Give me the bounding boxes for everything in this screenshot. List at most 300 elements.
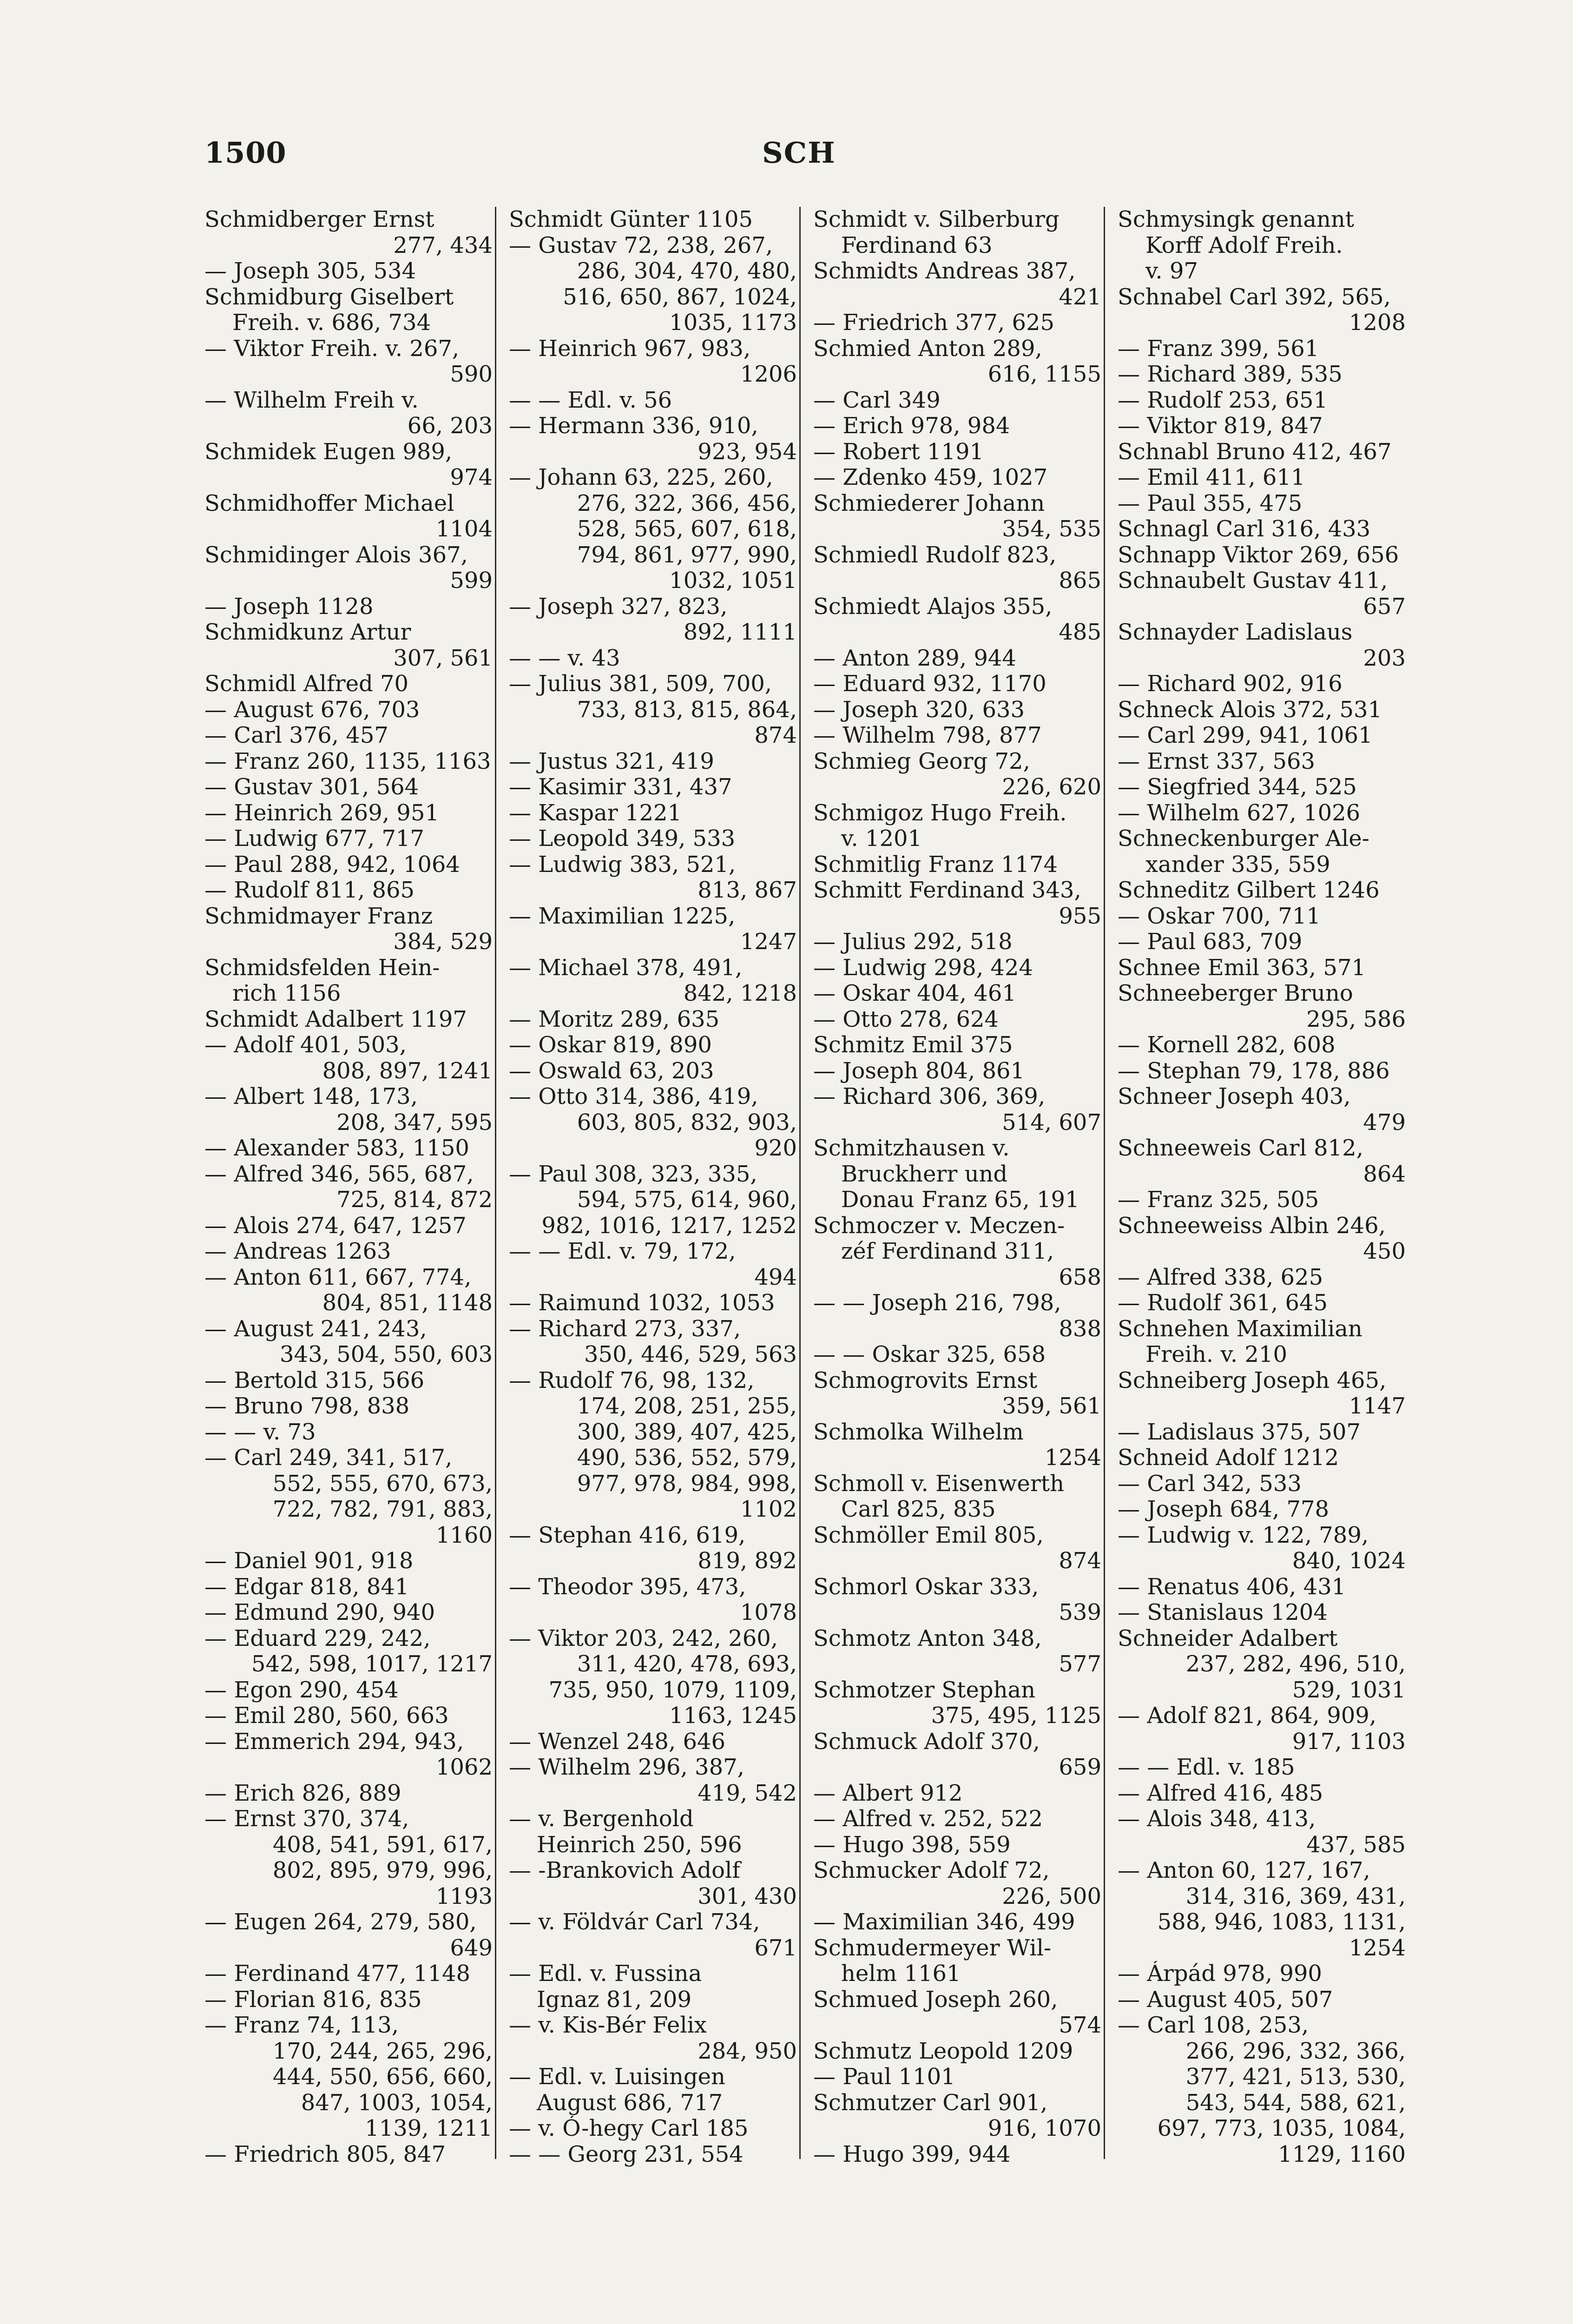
index-columns [204,207,1413,2261]
index-entry-line: — Justus 321, 419 [509,748,714,774]
index-entry-line: — Ludwig v. 122, 789, [1118,1522,1369,1548]
index-entry-line: — Friedrich 805, 847 [204,2141,446,2167]
index-entry-line: Schmogrovits Ernst [813,1367,1038,1393]
index-entry-line: 658 [1059,1264,1101,1290]
index-entry-line: Schmidhoffer Michael [204,490,454,516]
index-entry-line: 543, 544, 588, 621, [1185,2090,1406,2116]
index-entry-line: 982, 1016, 1217, 1252 [541,1213,797,1239]
index-entry-line: rich 1156 [232,981,341,1006]
index-entry-line: — Carl 299, 941, 1061 [1118,723,1373,748]
index-entry-line: 1102 [740,1497,797,1522]
index-entry-line: 1035, 1173 [669,310,797,336]
index-entry-line: 516, 650, 867, 1024, [563,284,797,310]
index-entry-line: 307, 561 [393,645,493,671]
index-entry-line: v. 97 [1145,258,1198,284]
index-entry-line: 1078 [740,1600,797,1625]
index-entry-line: 494 [754,1264,797,1290]
index-entry-line: — Emmerich 294, 943, [204,1729,464,1755]
index-entry-line: — Adolf 401, 503, [204,1032,407,1058]
index-column-3 [813,207,1101,2261]
index-entry-line: — Carl 108, 253, [1118,2013,1309,2038]
index-entry-line: 539 [1059,1600,1101,1625]
index-entry-line: 343, 504, 550, 603 [279,1342,493,1367]
index-entry-line: 301, 430 [698,1883,797,1909]
index-entry-line: 671 [754,1935,797,1961]
index-entry-line: Schmotz Anton 348, [813,1625,1042,1651]
index-entry-line: 1062 [435,1755,493,1780]
index-entry-line: 847, 1003, 1054, [301,2090,493,2116]
index-entry-line: — Albert 148, 173, [204,1084,418,1109]
index-entry-line: Schmiedl Rudolf 823, [813,542,1057,568]
index-entry-line: 802, 895, 979, 996, [272,1858,493,1883]
index-entry-line: — Paul 355, 475 [1118,490,1303,516]
index-entry-line: 377, 421, 513, 530, [1185,2064,1406,2090]
index-entry-line: 350, 446, 529, 563 [584,1342,797,1367]
index-entry-line: Freih. v. 686, 734 [232,310,431,336]
index-entry-line: — Alexander 583, 1150 [204,1136,469,1161]
page-number: 1500 [204,136,287,170]
index-entry-line: 794, 861, 977, 990, [577,542,797,568]
index-entry-line: August 686, 717 [537,2090,723,2116]
index-entry-line: Schnee Emil 363, 571 [1118,955,1366,981]
index-entry-line: 514, 607 [1002,1109,1101,1136]
index-entry-line: Schmorl Oskar 333, [813,1574,1039,1600]
index-entry-line: 174, 208, 251, 255, [577,1393,797,1419]
index-entry-line: — Rudolf 76, 98, 132, [509,1367,755,1393]
index-entry-line: — Alfred 416, 485 [1118,1780,1323,1806]
index-entry-line: 203 [1363,645,1406,671]
index-entry-line: — Eduard 932, 1170 [813,671,1046,697]
index-entry-line: Korff Adolf Freih. [1145,232,1343,258]
index-entry-line: Donau Franz 65, 191 [841,1187,1079,1213]
index-entry-line: — Heinrich 967, 983, [509,336,751,362]
index-entry-line: — Raimund 1032, 1053 [509,1290,775,1316]
index-entry-line: — Wilhelm 798, 877 [813,723,1042,748]
index-entry-line: 920 [754,1136,797,1161]
index-entry-line: — Carl 342, 533 [1118,1471,1302,1497]
index-entry-line: 375, 495, 1125 [931,1703,1101,1729]
index-entry-line: — Stephan 79, 178, 886 [1118,1058,1390,1084]
index-entry-line: 657 [1363,594,1406,620]
index-entry-line: Schmidt Adalbert 1197 [204,1006,467,1032]
index-entry-line: — Ludwig 383, 521, [509,852,736,878]
index-entry-line: Schneditz Gilbert 1246 [1118,878,1380,903]
index-entry-line: 864 [1363,1161,1406,1187]
index-entry-line: 295, 586 [1306,1006,1406,1032]
index-entry-line: — Hermann 336, 910, [509,413,758,439]
index-entry-line: Schmöller Emil 805, [813,1522,1044,1548]
index-entry-line: 697, 773, 1035, 1084, [1157,2116,1406,2141]
index-entry-line: — Richard 273, 337, [509,1316,741,1342]
index-entry-line: — Gustav 72, 238, 267, [509,232,773,258]
index-entry-line: — Edl. v. Luisingen [509,2064,725,2090]
index-entry-line: — Ernst 370, 374, [204,1806,409,1832]
index-entry-line: Schmidts Andreas 387, [813,258,1076,284]
index-entry-line: — — Edl. v. 56 [509,387,672,413]
index-entry-line: — — Georg 231, 554 [509,2141,744,2167]
index-entry-line: Schmitzhausen v. [813,1136,1010,1161]
index-entry-line: — August 405, 507 [1118,1987,1333,2013]
index-entry-line: — Leopold 349, 533 [509,826,736,852]
index-entry-line: — Erich 826, 889 [204,1780,401,1806]
index-column-2 [509,207,797,2261]
index-entry-line: Schmitt Ferdinand 343, [813,878,1081,903]
index-entry-line: 808, 897, 1241 [322,1058,493,1084]
index-entry-line: 574 [1059,2013,1101,2038]
index-entry-line: 286, 304, 470, 480, [577,258,797,284]
index-entry-line: Schmoczer v. Meczen- [813,1213,1065,1239]
index-entry-line: — Joseph 1128 [204,594,374,620]
index-entry-line: — Florian 816, 835 [204,1987,422,2013]
index-entry-line: Schnehen Maximilian [1118,1316,1362,1342]
index-entry-line: 384, 529 [393,929,493,955]
index-entry-line: — Anton 60, 127, 167, [1118,1858,1370,1883]
index-entry-line: 490, 536, 552, 579, [577,1445,797,1471]
index-entry-line: — Oskar 404, 461 [813,981,1016,1006]
index-entry-line: 594, 575, 614, 960, [577,1187,797,1213]
index-entry-line: — Edl. v. Fussina [509,1961,702,1987]
index-entry-line: 444, 550, 656, 660, [272,2064,493,2090]
index-entry-line: Freih. v. 210 [1145,1342,1287,1367]
index-entry-line: Schnayder Ladislaus [1118,620,1353,645]
index-column-4 [1118,207,1406,2261]
index-entry-line: — Paul 308, 323, 335, [509,1161,757,1187]
index-entry-line: 842, 1218 [683,981,797,1006]
index-entry-line: — Joseph 684, 778 [1118,1497,1329,1522]
index-entry-line: 226, 500 [1002,1883,1101,1909]
index-entry-line: Schneiberg Joseph 465, [1118,1367,1387,1393]
index-entry-line: Schmidburg Giselbert [204,284,454,310]
index-entry-line: — Wilhelm 627, 1026 [1118,800,1361,826]
index-entry-line: 311, 420, 478, 693, [577,1651,797,1677]
index-entry-line: 1139, 1211 [365,2116,493,2141]
index-entry-line: — Franz 74, 113, [204,2013,399,2038]
index-entry-line: 804, 851, 1148 [322,1290,493,1316]
index-entry-line: 542, 598, 1017, 1217 [251,1651,493,1677]
index-entry-line: 1032, 1051 [669,568,797,594]
index-entry-line: — Johann 63, 225, 260, [509,465,773,490]
index-entry-line: — Wilhelm Freih v. [204,387,419,413]
index-entry-line: Schmutzer Carl 901, [813,2090,1048,2116]
index-entry-line: Schmidmayer Franz [204,903,433,929]
index-entry-line: 590 [450,362,493,387]
index-entry-line: Schmoll v. Eisenwerth [813,1471,1064,1497]
index-entry-line: — Maximilian 1225, [509,903,736,929]
index-entry-line: — Franz 325, 505 [1118,1187,1319,1213]
index-entry-line: 170, 244, 265, 296, [272,2038,493,2064]
index-entry-line: 354, 535 [1002,516,1101,542]
index-entry-line: Schmidt Günter 1105 [509,207,753,232]
index-entry-line: — Emil 280, 560, 663 [204,1703,449,1729]
index-entry-line: Schmolka Wilhelm [813,1419,1024,1445]
index-entry-line: — Eduard 229, 242, [204,1625,431,1651]
index-entry-line: — -Brankovich Adolf [509,1858,741,1883]
index-entry-line: — Ferdinand 477, 1148 [204,1961,471,1987]
index-entry-line: 659 [1059,1755,1101,1780]
index-entry-line: v. 1201 [841,826,922,852]
index-entry-line: 865 [1059,568,1101,594]
index-entry-line: 450 [1363,1239,1406,1264]
index-entry-line: — Franz 260, 1135, 1163 [204,748,491,774]
index-entry-line: — Joseph 305, 534 [204,258,416,284]
index-entry-line: — v. Ó-hegy Carl 185 [509,2116,749,2141]
index-entry-line: — — Edl. v. 79, 172, [509,1239,736,1264]
index-entry-line: Schmitz Emil 375 [813,1032,1013,1058]
index-entry-line: — Anton 611, 667, 774, [204,1264,472,1290]
index-entry-line: — Carl 376, 457 [204,723,388,748]
index-entry-line: Schmieg Georg 72, [813,748,1030,774]
index-entry-line: Schmuck Adolf 370, [813,1729,1040,1755]
index-entry-line: — Hugo 398, 559 [813,1832,1011,1858]
index-entry-line: Schmitlig Franz 1174 [813,852,1058,878]
index-entry-line: Bruckherr und [841,1161,1008,1187]
index-entry-line: 529, 1031 [1292,1677,1406,1703]
index-entry-line: Schnapp Viktor 269, 656 [1118,542,1399,568]
index-entry-line: 588, 946, 1083, 1131, [1157,1909,1406,1935]
index-entry-line: Schneeweis Carl 812, [1118,1136,1363,1161]
index-entry-line: 722, 782, 791, 883, [272,1497,493,1522]
index-entry-line: Heinrich 250, 596 [537,1832,742,1858]
index-entry-line: Schmidt v. Silberburg [813,207,1060,232]
index-entry-line: — Andreas 1263 [204,1239,391,1264]
index-entry-line: — Alfred 338, 625 [1118,1264,1323,1290]
index-entry-line: — Gustav 301, 564 [204,774,419,800]
index-entry-line: Schmied Anton 289, [813,336,1042,362]
index-entry-line: 819, 892 [698,1548,797,1574]
index-entry-line: — Edgar 818, 841 [204,1574,409,1600]
index-entry-line: 419, 542 [698,1780,797,1806]
index-entry-line: Schmued Joseph 260, [813,1987,1058,2013]
index-entry-line: — Paul 288, 942, 1064 [204,852,460,878]
index-entry-line: — Joseph 804, 861 [813,1058,1025,1084]
index-entry-line: 1206 [740,362,797,387]
index-entry-line: — v. Bergenhold [509,1806,694,1832]
index-entry-line: — Richard 902, 916 [1118,671,1343,697]
index-entry-line: Schmudermeyer Wil- [813,1935,1052,1961]
index-entry-line: 485 [1059,620,1101,645]
index-entry-line: — Ernst 337, 563 [1118,748,1316,774]
index-entry-line: Schmidkunz Artur [204,620,411,645]
index-entry-line: — Rudolf 253, 651 [1118,387,1328,413]
index-entry-line: Schmidek Eugen 989, [204,439,453,465]
index-entry-line: Ignaz 81, 209 [537,1987,691,2013]
index-entry-line: — Anton 289, 944 [813,645,1016,671]
index-entry-line: — Joseph 320, 633 [813,697,1025,723]
index-entry-line: Schmidsfelden Hein- [204,955,440,981]
index-entry-line: — — v. 43 [509,645,620,671]
index-entry-line: — Julius 292, 518 [813,929,1013,955]
index-entry-line: 300, 389, 407, 425, [577,1419,797,1445]
index-entry-line: — Rudolf 361, 645 [1118,1290,1328,1316]
index-entry-line: — Renatus 406, 431 [1118,1574,1346,1600]
index-entry-line: Schmiederer Johann [813,490,1045,516]
index-entry-line: 1208 [1349,310,1406,336]
index-entry-line: 1254 [1044,1445,1101,1471]
index-entry-line: — Wenzel 248, 646 [509,1729,726,1755]
index-entry-line: Schneeweiss Albin 246, [1118,1213,1386,1239]
index-entry-line: 840, 1024 [1292,1548,1406,1574]
index-entry-line: 208, 347, 595 [336,1109,493,1136]
index-entry-line: — Oswald 63, 203 [509,1058,714,1084]
index-entry-line: — Viktor 819, 847 [1118,413,1323,439]
index-entry-line: — v. Kis-Bér Felix [509,2013,707,2038]
index-entry-line: 603, 805, 832, 903, [577,1109,797,1136]
index-entry-line: 1104 [435,516,493,542]
index-entry-line: 408, 541, 591, 617, [272,1832,493,1858]
index-entry-line: — Egon 290, 454 [204,1677,399,1703]
index-entry-line: Schmotzer Stephan [813,1677,1036,1703]
index-entry-line: — Bruno 798, 838 [204,1393,410,1419]
index-entry-line: — Friedrich 377, 625 [813,310,1055,336]
index-entry-line: 735, 950, 1079, 1109, [548,1677,797,1703]
index-entry-line: 1193 [435,1883,493,1909]
index-entry-line: — Viktor 203, 242, 260, [509,1625,778,1651]
index-entry-line: — Adolf 821, 864, 909, [1118,1703,1377,1729]
index-entry-line: 977, 978, 984, 998, [577,1471,797,1497]
index-entry-line: — Oskar 819, 890 [509,1032,712,1058]
index-entry-line: — — Joseph 216, 798, [813,1290,1061,1316]
index-entry-line: 266, 296, 332, 366, [1185,2038,1406,2064]
index-entry-line: 1254 [1349,1935,1406,1961]
index-entry-line: Schmigoz Hugo Freih. [813,800,1067,826]
index-entry-line: — Emil 411, 611 [1118,465,1305,490]
index-entry-line: zéf Ferdinand 311, [841,1239,1054,1264]
index-entry-line: — — Edl. v. 185 [1118,1755,1295,1780]
index-entry-line: — Siegfried 344, 525 [1118,774,1357,800]
index-entry-line: — — Oskar 325, 658 [813,1342,1046,1367]
index-entry-line: Carl 825, 835 [841,1497,996,1522]
index-entry-line: 577 [1059,1651,1101,1677]
index-entry-line: helm 1161 [841,1961,961,1987]
index-entry-line: — — v. 73 [204,1419,316,1445]
index-entry-line: — Viktor Freih. v. 267, [204,336,460,362]
index-entry-line: 359, 561 [1002,1393,1101,1419]
index-entry-line: — Alfred v. 252, 522 [813,1806,1043,1832]
index-entry-line: — Ladislaus 375, 507 [1118,1419,1361,1445]
index-entry-line: Schmidl Alfred 70 [204,671,409,697]
index-entry-line: Schmysingk genannt [1118,207,1355,232]
index-entry-line: 1163, 1245 [669,1703,797,1729]
index-entry-line: 974 [450,465,493,490]
index-entry-line: 314, 316, 369, 431, [1185,1883,1406,1909]
index-entry-line: 725, 814, 872 [336,1187,493,1213]
index-entry-line: — Maximilian 346, 499 [813,1909,1075,1935]
index-entry-line: — Paul 683, 709 [1118,929,1303,955]
index-entry-line: — Julius 381, 509, 700, [509,671,772,697]
index-entry-line: — Alois 274, 647, 1257 [204,1213,467,1239]
index-entry-line: — Paul 1101 [813,2064,955,2090]
index-entry-line: — Zdenko 459, 1027 [813,465,1048,490]
index-entry-line: 874 [754,723,797,748]
index-entry-line: Schmidinger Alois 367, [204,542,468,568]
index-entry-line: 437, 585 [1306,1832,1406,1858]
index-entry-line: — Alois 348, 413, [1118,1806,1316,1832]
index-entry-line: Schnabl Bruno 412, 467 [1118,439,1392,465]
index-entry-line: 479 [1363,1109,1406,1136]
index-entry-line: 237, 282, 496, 510, [1185,1651,1406,1677]
index-entry-line: 1160 [435,1522,493,1548]
index-entry-line: — Otto 278, 624 [813,1006,999,1032]
index-entry-line: 1247 [740,929,797,955]
index-entry-line: Schnagl Carl 316, 433 [1118,516,1371,542]
index-entry-line: Schmidberger Ernst [204,207,434,232]
index-entry-line: Schneckenburger Ale- [1118,826,1369,852]
index-entry-line: Schmiedt Alajos 355, [813,594,1053,620]
index-entry-line: 552, 555, 670, 673, [272,1471,493,1497]
index-entry-line: 874 [1059,1548,1101,1574]
index-entry-line: — Erich 978, 984 [813,413,1010,439]
index-entry-line: — Ludwig 677, 717 [204,826,424,852]
index-entry-line: Schneck Alois 372, 531 [1118,697,1382,723]
index-entry-line: — Carl 249, 341, 517, [204,1445,453,1471]
index-entry-line: — Stanislaus 1204 [1118,1600,1328,1625]
index-entry-line: 226, 620 [1002,774,1101,800]
index-entry-line: — Robert 1191 [813,439,984,465]
index-entry-line: 599 [450,568,493,594]
index-entry-line: 276, 322, 366, 456, [577,490,797,516]
index-entry-line: 616, 1155 [987,362,1101,387]
index-entry-line: 1129, 1160 [1278,2141,1406,2167]
column-divider-3 [1104,207,1105,2159]
index-entry-line: — Ludwig 298, 424 [813,955,1033,981]
index-entry-line: 813, 867 [698,878,797,903]
index-column-1 [204,207,493,2261]
index-entry-line: — Árpád 978, 990 [1118,1961,1322,1987]
index-entry-line: — Daniel 901, 918 [204,1548,414,1574]
index-entry-line: 955 [1059,903,1101,929]
index-entry-line: 421 [1059,284,1101,310]
index-entry-line: — Heinrich 269, 951 [204,800,439,826]
index-entry-line: Schneer Joseph 403, [1118,1084,1351,1109]
index-entry-line: 649 [450,1935,493,1961]
index-entry-line: 916, 1070 [987,2116,1101,2141]
index-entry-line: Schmutz Leopold 1209 [813,2038,1073,2064]
index-entry-line: — Kasimir 331, 437 [509,774,732,800]
index-entry-line: Schneid Adolf 1212 [1118,1445,1339,1471]
index-entry-line: Schnaubelt Gustav 411, [1118,568,1388,594]
index-entry-line: — August 241, 243, [204,1316,427,1342]
index-entry-line: — Richard 389, 535 [1118,362,1343,387]
index-entry-line: 1147 [1349,1393,1406,1419]
index-entry-line: 528, 565, 607, 618, [577,516,797,542]
index-entry-line: 917, 1103 [1292,1729,1406,1755]
index-entry-line: Schmucker Adolf 72, [813,1858,1050,1883]
index-entry-line: Schneider Adalbert [1118,1625,1338,1651]
index-entry-line: — Bertold 315, 566 [204,1367,425,1393]
index-entry-line: — Moritz 289, 635 [509,1006,720,1032]
index-entry-line: — Hugo 399, 944 [813,2141,1011,2167]
index-entry-line: — v. Földvár Carl 734, [509,1909,760,1935]
index-entry-line: — Stephan 416, 619, [509,1522,746,1548]
column-divider-2 [799,207,801,2159]
index-entry-line: — Wilhelm 296, 387, [509,1755,744,1780]
index-entry-line: — Rudolf 811, 865 [204,878,415,903]
index-entry-line: — Kornell 282, 608 [1118,1032,1336,1058]
index-entry-line: 733, 813, 815, 864, [577,697,797,723]
index-entry-line: — Oskar 700, 711 [1118,903,1321,929]
index-entry-line: 923, 954 [698,439,797,465]
index-entry-line: 892, 1111 [683,620,797,645]
index-entry-line: — Carl 349 [813,387,941,413]
index-entry-line: — Otto 314, 386, 419, [509,1084,758,1109]
index-entry-line: 66, 203 [407,413,493,439]
index-entry-line: — Alfred 346, 565, 687, [204,1161,474,1187]
index-entry-line: — Theodor 395, 473, [509,1574,746,1600]
index-entry-line: — Joseph 327, 823, [509,594,728,620]
index-entry-line: — Albert 912 [813,1780,963,1806]
index-entry-line: — Richard 306, 369, [813,1084,1046,1109]
index-entry-line: Schneeberger Bruno [1118,981,1353,1006]
